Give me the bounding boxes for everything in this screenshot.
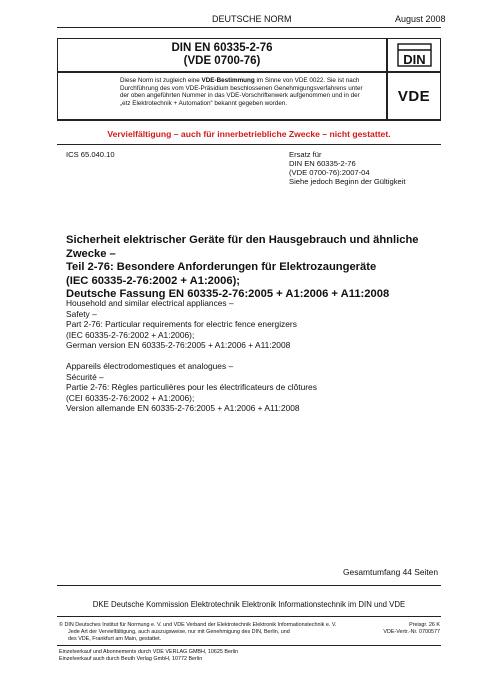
vde-logo-box [387,72,441,120]
vde-note-line-2: Durchführung des vom VDE-Präsidium beschlossenen Genehmigungsverfahrens unter [120,84,363,92]
english-title-line-4: (IEC 60335-2-76:2002 + A1:2006); [66,329,195,340]
norm-type-label: DEUTSCHE NORM [212,14,292,24]
sales-line-2: Einzelverkauf auch durch Beuth Verlag GmbH, 10772 Berlin [59,655,203,662]
vde-number: (VDE 0700-76) [183,55,261,67]
english-title [66,298,441,351]
box-bottom-rule [57,120,441,121]
replacement-line-2: DIN EN 60335-2-76 [289,159,356,168]
vde-note-suffix: im Sinne von VDE 0022. Sie ist nach [254,77,360,84]
header-rule [57,27,441,28]
din-number: DIN EN 60335-2-76 [171,42,273,54]
english-title-line-3: Part 2-76: Particular requirements for electric fence energizers [66,319,297,330]
vde-logo: VDE [397,88,431,105]
pages-rule [57,585,441,586]
ics-code: ICS 65.040.10 [66,150,115,159]
vde-note-line-1 [120,77,380,85]
replacement-info [289,150,406,186]
copyright-line-2: Jede Art der Vervielfältigung, auch auszugsweise, nur mit Genehmigung des DIN, Berlin, und [68,628,290,635]
din-logo-box [387,38,441,72]
price-group: Preisgr. 26 K [409,622,440,628]
german-title-line-4: Deutsche Fassung EN 60335-2-76:2005 + A1:2006 + A11:2008 [66,288,390,301]
german-title [66,234,441,302]
publication-date: August 2008 [395,14,446,24]
din-logo [388,39,440,71]
vde-note-bold: VDE-Bestimmung [201,77,255,84]
english-title-line-5: German version EN 60335-2-76:2005 + A1:2006 + A11:2008 [66,340,291,351]
german-title-line-3: (IEC 60335-2-76:2002 + A1:2006); [66,274,241,287]
french-title-line-5: Version allemande EN 60335-2-76:2005 + A1:2006 + A11:2008 [66,403,300,414]
french-title-line-2: Sécurité – [66,371,104,382]
copyright-line-1: © DIN Deutsches Institut für Normung e. V. und VDE Verband der Elektrotechnik Elektronik Informationstechnik e. V. [59,622,337,628]
sales-line-1: Einzelverkauf und Abonnements durch VDE VERLAG GMBH, 10625 Berlin [59,649,239,655]
replacement-line-3: (VDE 0700-76):2007-04 [289,168,370,177]
vde-note-line-4: „etz Elektrotechnik + Automation“ bekannt gegeben worden. [120,99,288,107]
replacement-line-1: Ersatz für [289,150,322,159]
replacement-line-4: Siehe jedoch Beginn der Gültigkeit [289,177,406,186]
dke-line: DKE Deutsche Kommission Elektrotechnik Elektronik Informationstechnik im DIN und VDE [92,600,406,609]
german-title-line-2: Teil 2-76: Besondere Anforderungen für Elektrozaungeräte [66,261,377,274]
vde-note-line-3: der oben angeführten Nummer in das VDE-Vorschriftenwerk aufgenommen und in der [120,92,360,100]
dke-rule [57,616,441,617]
vertr-number: VDE-Vertr.-Nr. 0700577 [383,628,440,635]
french-title-line-4: (CEI 60335-2-76:2002 + A1:2006); [66,392,195,403]
vde-note-prefix: Diese Norm ist zugleich eine [120,77,202,84]
sales-block [59,649,238,663]
copy-notice: Vervielfältigung – auch für innerbetriebliche Zwecke – nicht gestattet. [107,129,391,139]
french-title [66,361,441,414]
total-pages: Gesamtumfang 44 Seiten [343,567,438,577]
copyright-block [59,622,389,642]
french-title-line-3: Partie 2-76: Règles particulières pour les électrificateurs de clôtures [66,382,317,393]
din-logo-text: DIN [403,52,426,67]
title-box [57,38,387,72]
french-title-line-1: Appareils électrodomestiques et analogues – [66,361,234,371]
english-title-line-1: Household and similar electrical appliances – [66,298,234,308]
german-title-line-1: Sicherheit elektrischer Geräte für den Hausgebrauch und ähnliche Zwecke – [66,234,419,260]
notice-rule [57,144,441,145]
vde-note-box [57,72,387,120]
copyright-line-3: des VDE, Frankfurt am Main, gestattet. [68,635,162,642]
price-block [383,622,440,636]
english-title-line-2: Safety – [66,308,97,319]
footer-rule [57,645,441,646]
vde-note [58,73,386,107]
